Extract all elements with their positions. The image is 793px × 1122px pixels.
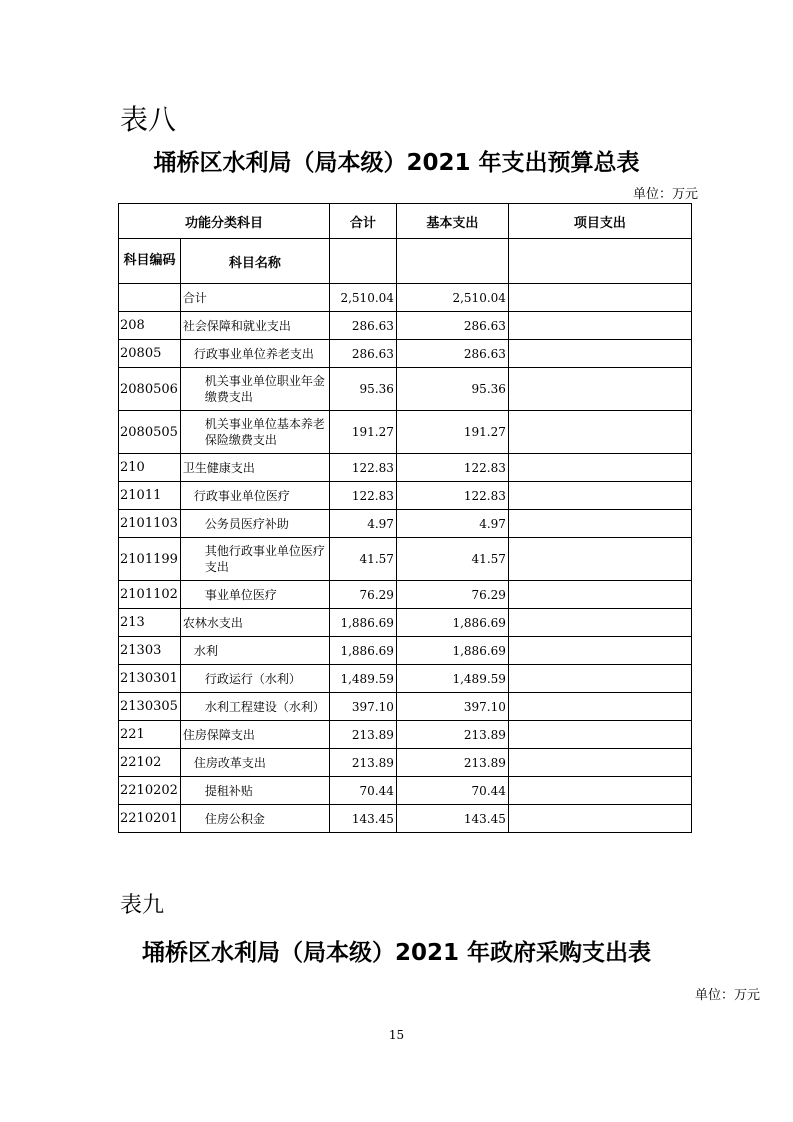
row-total: 2,510.04 <box>329 284 396 312</box>
subheader-row <box>119 239 692 284</box>
row-code: 20805 <box>119 340 181 368</box>
row-code: 213 <box>119 609 181 637</box>
table-row <box>119 454 692 482</box>
row-code: 2080505 <box>119 411 181 454</box>
row-project <box>508 749 691 777</box>
row-basic: 1,886.69 <box>396 637 508 665</box>
table-title: 埇桥区水利局（局本级）2021 年政府采购支出表 <box>141 940 652 966</box>
row-name: 事业单位医疗 <box>180 581 329 609</box>
row-basic: 286.63 <box>396 340 508 368</box>
row-name: 公务员医疗补助 <box>180 510 329 538</box>
row-code: 210 <box>119 454 181 482</box>
header-name: 科目名称 <box>180 239 329 284</box>
page-number: 15 <box>388 1028 405 1042</box>
row-project <box>508 665 691 693</box>
row-code: 21303 <box>119 637 181 665</box>
header-basic: 基本支出 <box>396 204 508 239</box>
header-empty-cell <box>508 239 691 284</box>
row-name: 机关事业单位职业年金缴费支出 <box>180 368 329 411</box>
row-project <box>508 312 691 340</box>
row-name: 水利 <box>180 637 329 665</box>
row-total: 95.36 <box>329 368 396 411</box>
row-project <box>508 340 691 368</box>
row-name: 住房保障支出 <box>180 721 329 749</box>
table-row <box>119 721 692 749</box>
row-code: 22102 <box>119 749 181 777</box>
table-row <box>119 609 692 637</box>
table-row <box>119 510 692 538</box>
row-total: 76.29 <box>329 581 396 609</box>
table-row <box>119 284 692 312</box>
row-name: 卫生健康支出 <box>180 454 329 482</box>
table-row <box>119 693 692 721</box>
row-total: 213.89 <box>329 721 396 749</box>
row-name: 水利工程建设（水利） <box>180 693 329 721</box>
row-project <box>508 581 691 609</box>
row-basic: 95.36 <box>396 368 508 411</box>
row-code: 2130301 <box>119 665 181 693</box>
row-name: 行政事业单位医疗 <box>180 482 329 510</box>
row-basic: 213.89 <box>396 749 508 777</box>
table-row <box>119 749 692 777</box>
row-name: 提租补贴 <box>180 777 329 805</box>
header-empty-cell <box>329 239 396 284</box>
row-project <box>508 805 691 833</box>
row-total: 4.97 <box>329 510 396 538</box>
row-project <box>508 637 691 665</box>
row-total: 1,886.69 <box>329 637 396 665</box>
row-code <box>119 284 181 312</box>
row-project <box>508 454 691 482</box>
row-basic: 1,886.69 <box>396 609 508 637</box>
row-project <box>508 721 691 749</box>
row-basic: 286.63 <box>396 312 508 340</box>
row-name: 机关事业单位基本养老保险缴费支出 <box>180 411 329 454</box>
row-total: 191.27 <box>329 411 396 454</box>
header-code: 科目编码 <box>119 239 181 284</box>
unit-label: 单位：万元 <box>632 187 698 202</box>
row-basic: 70.44 <box>396 777 508 805</box>
header-empty-cell <box>396 239 508 284</box>
row-name: 行政运行（水利） <box>180 665 329 693</box>
row-total: 143.45 <box>329 805 396 833</box>
table-row <box>119 581 692 609</box>
row-project <box>508 538 691 581</box>
row-basic: 4.97 <box>396 510 508 538</box>
row-total: 286.63 <box>329 312 396 340</box>
row-name: 住房改革支出 <box>180 749 329 777</box>
row-total: 41.57 <box>329 538 396 581</box>
header-total: 合计 <box>329 204 396 239</box>
row-basic: 143.45 <box>396 805 508 833</box>
table-row <box>119 637 692 665</box>
row-name: 农林水支出 <box>180 609 329 637</box>
header-project: 项目支出 <box>508 204 691 239</box>
row-basic: 122.83 <box>396 454 508 482</box>
row-project <box>508 777 691 805</box>
row-project <box>508 482 691 510</box>
row-code: 21011 <box>119 482 181 510</box>
row-code: 221 <box>119 721 181 749</box>
budget-table <box>118 203 692 833</box>
row-code: 2210201 <box>119 805 181 833</box>
header-func-class: 功能分类科目 <box>119 204 330 239</box>
table-row <box>119 805 692 833</box>
table-row <box>119 777 692 805</box>
row-project <box>508 411 691 454</box>
row-code: 2080506 <box>119 368 181 411</box>
row-code: 2101102 <box>119 581 181 609</box>
row-name: 住房公积金 <box>180 805 329 833</box>
row-total: 1,886.69 <box>329 609 396 637</box>
row-project <box>508 510 691 538</box>
row-total: 122.83 <box>329 482 396 510</box>
section-label: 表八 <box>120 103 177 136</box>
header-row <box>119 204 692 239</box>
row-code: 208 <box>119 312 181 340</box>
row-code: 2101103 <box>119 510 181 538</box>
row-basic: 2,510.04 <box>396 284 508 312</box>
row-total: 213.89 <box>329 749 396 777</box>
row-project <box>508 609 691 637</box>
row-code: 2101199 <box>119 538 181 581</box>
row-name: 行政事业单位养老支出 <box>180 340 329 368</box>
row-total: 70.44 <box>329 777 396 805</box>
section-label: 表九 <box>120 893 165 918</box>
table-title: 埇桥区水利局（局本级）2021 年支出预算总表 <box>153 150 640 176</box>
row-basic: 122.83 <box>396 482 508 510</box>
row-total: 286.63 <box>329 340 396 368</box>
row-basic: 397.10 <box>396 693 508 721</box>
row-total: 397.10 <box>329 693 396 721</box>
row-name: 合计 <box>180 284 329 312</box>
table-row <box>119 411 692 454</box>
row-code: 2210202 <box>119 777 181 805</box>
row-basic: 1,489.59 <box>396 665 508 693</box>
table-row <box>119 312 692 340</box>
row-total: 122.83 <box>329 454 396 482</box>
table-row <box>119 482 692 510</box>
table-row <box>119 665 692 693</box>
row-code: 2130305 <box>119 693 181 721</box>
row-name: 社会保障和就业支出 <box>180 312 329 340</box>
row-project <box>508 284 691 312</box>
row-name: 其他行政事业单位医疗支出 <box>180 538 329 581</box>
table-row <box>119 368 692 411</box>
row-basic: 76.29 <box>396 581 508 609</box>
row-project <box>508 368 691 411</box>
row-basic: 191.27 <box>396 411 508 454</box>
row-total: 1,489.59 <box>329 665 396 693</box>
table-row <box>119 538 692 581</box>
table-row <box>119 340 692 368</box>
row-basic: 41.57 <box>396 538 508 581</box>
row-project <box>508 693 691 721</box>
row-basic: 213.89 <box>396 721 508 749</box>
unit-label: 单位：万元 <box>694 988 760 1003</box>
